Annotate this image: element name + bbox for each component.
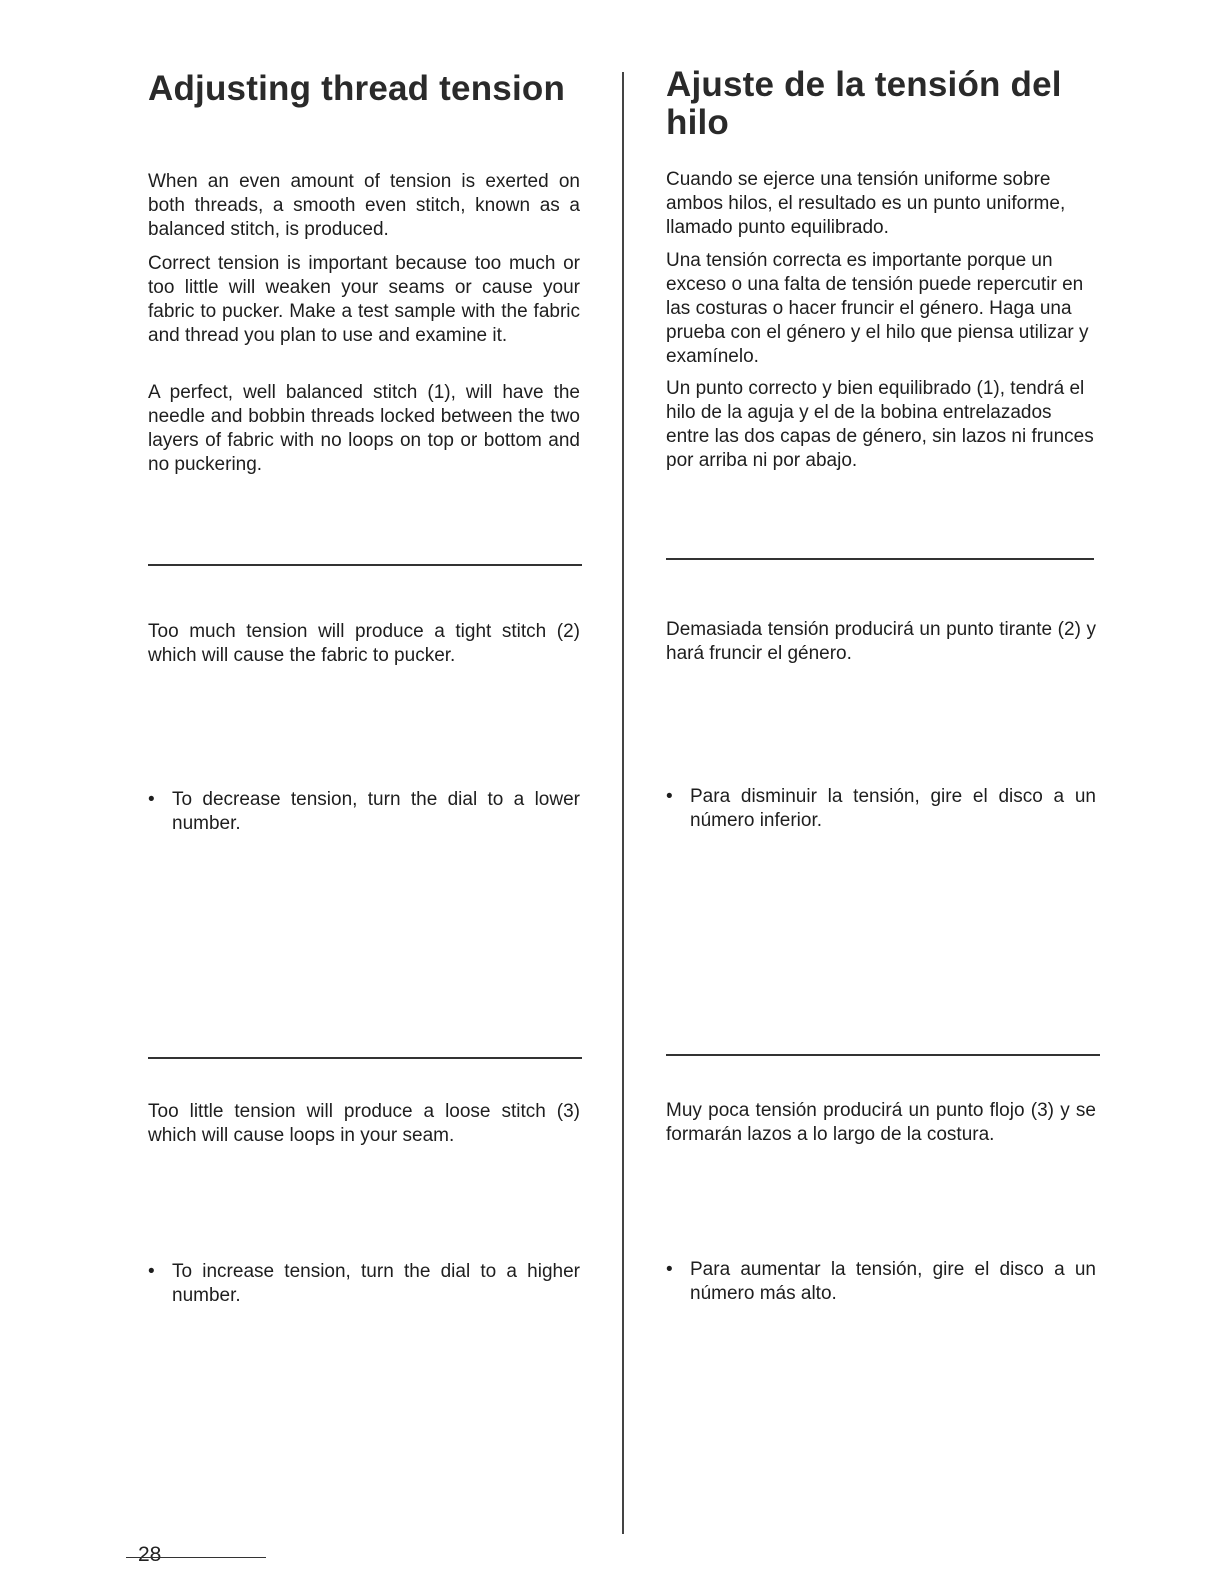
english-title: Adjusting thread tension: [148, 69, 566, 108]
spanish-balanced-stitch-paragraph: Un punto correcto y bien equilibrado (1), tendrá el hilo de la aguja y el de la bobina entrelazados entre las dos capas de género, sin lazos ni frunces por arriba ni por abajo.: [666, 378, 1094, 471]
english-section-divider-1: [148, 564, 582, 566]
english-balanced-stitch-paragraph: A perfect, well balanced stitch (1), will have the needle and bobbin threads locked between the two layers of fabric with no loops on top or bottom and no puckering.: [148, 382, 580, 475]
column-divider: [622, 72, 624, 1534]
spanish-increase-tension-text: Para aumentar la tensión, gire el disco a un número más alto.: [690, 1259, 1096, 1304]
spanish-too-little-tension-paragraph: Muy poca tensión producirá un punto flojo (3) y se formarán lazos a lo largo de la costura.: [666, 1100, 1096, 1145]
english-intro-paragraph: When an even amount of tension is exerted on both threads, a smooth even stitch, known as a balanced stitch, is produced.: [148, 171, 580, 240]
english-too-little-tension-paragraph: Too little tension will produce a loose stitch (3) which will cause loops in your seam.: [148, 1101, 580, 1146]
english-too-much-tension-paragraph: Too much tension will produce a tight stitch (2) which will cause the fabric to pucker.: [148, 621, 580, 666]
spanish-section-divider-2: [666, 1054, 1100, 1056]
spanish-increase-tension-bullet: [666, 1258, 1096, 1306]
spanish-title: Ajuste de la tensión del hilo: [666, 65, 1062, 142]
english-importance-paragraph: Correct tension is important because too much or too little will weaken your seams or cause your fabric to pucker. Make a test sample with the fabric and thread you plan to use and examine it.: [148, 253, 580, 346]
spanish-importance-paragraph: Una tensión correcta es importante porque un exceso o una falta de tensión puede repercutir en las costuras o hacer fruncir el género. Haga una prueba con el género y el hilo que piensa utilizar y examínelo.: [666, 250, 1089, 367]
bullet-icon: •: [666, 786, 673, 807]
english-decrease-tension-text: To decrease tension, turn the dial to a lower number.: [172, 789, 580, 834]
page-number-underline: [126, 1557, 266, 1558]
page-number: 28: [138, 1543, 162, 1566]
spanish-too-much-tension-paragraph: Demasiada tensión producirá un punto tirante (2) y hará fruncir el género.: [666, 619, 1096, 664]
english-decrease-tension-bullet: [148, 788, 580, 836]
spanish-decrease-tension-text: Para disminuir la tensión, gire el disco a un número inferior.: [690, 786, 1096, 831]
spanish-decrease-tension-bullet: [666, 785, 1096, 833]
english-increase-tension-bullet: [148, 1260, 580, 1308]
bullet-icon: •: [148, 789, 155, 810]
spanish-intro-paragraph: Cuando se ejerce una tensión uniforme sobre ambos hilos, el resultado es un punto uniforme, llamado punto equilibrado.: [666, 169, 1066, 238]
spanish-section-divider-1: [666, 558, 1094, 560]
english-increase-tension-text: To increase tension, turn the dial to a higher number.: [172, 1261, 580, 1306]
english-section-divider-2: [148, 1057, 582, 1059]
bullet-icon: •: [148, 1261, 155, 1282]
bullet-icon: •: [666, 1259, 673, 1280]
